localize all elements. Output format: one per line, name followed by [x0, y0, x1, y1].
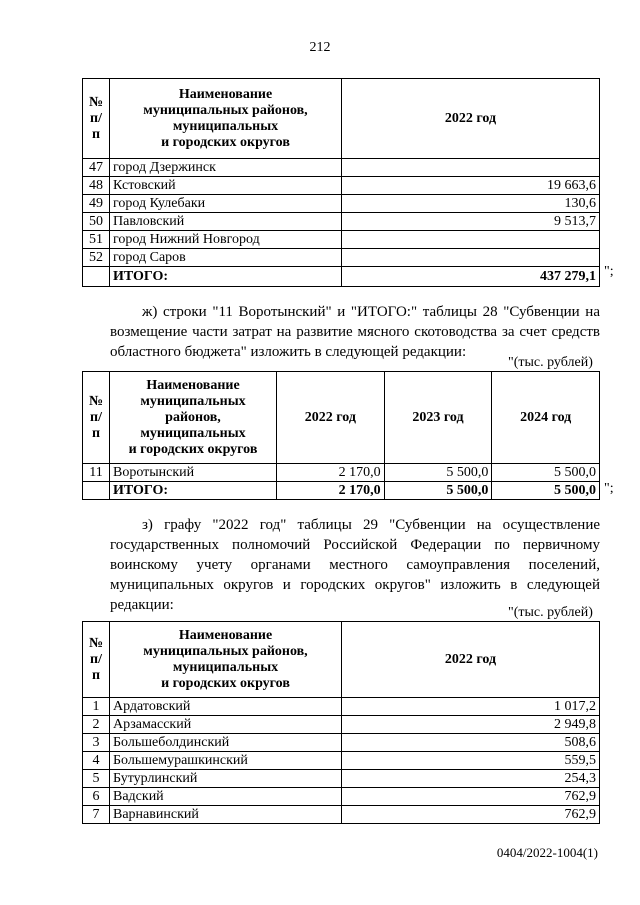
total-value-2022: 2 170,0: [277, 482, 385, 500]
header-name-line: и городских округов: [161, 134, 290, 150]
table-row: [83, 249, 600, 267]
header-name-line: районов,: [165, 409, 221, 425]
row-number: 11: [83, 464, 110, 482]
row-name: Большемурашкинский: [110, 752, 342, 770]
total-value: 437 279,1: [342, 267, 600, 287]
header-year-2022: 2022 год: [277, 372, 385, 464]
row-name: город Саров: [110, 249, 342, 267]
total-empty-cell: [83, 482, 110, 500]
row-value: 762,9: [342, 788, 600, 806]
row-value: 9 513,7: [342, 213, 600, 231]
row-value: 762,9: [342, 806, 600, 824]
row-number: 7: [83, 806, 110, 824]
header-name: [110, 372, 277, 464]
row-name: город Кулебаки: [110, 195, 342, 213]
table-row: [83, 752, 600, 770]
row-name: Ардатовский: [110, 698, 342, 716]
header-year-2024: 2024 год: [492, 372, 600, 464]
row-name: Большеболдинский: [110, 734, 342, 752]
header-year: 2022 год: [342, 79, 600, 159]
header-num: № п/п: [83, 372, 110, 464]
row-number: 47: [83, 159, 110, 177]
row-value: 559,5: [342, 752, 600, 770]
table-28-rows: [82, 371, 600, 500]
total-row: [83, 267, 600, 287]
row-name: Павловский: [110, 213, 342, 231]
units-label: "(тыс. рублей): [508, 605, 593, 620]
header-name-line: муниципальных районов,: [143, 102, 308, 118]
paragraph-zh: ж) строки "11 Воротынский" и "ИТОГО:" таблицы 28 "Субвенции на возмещение части затрат на развитие мясного скотоводства за счет средств областного бюджета" изложить в следующей редакции:: [110, 304, 600, 360]
header-num: № п/п: [83, 622, 110, 698]
header-year: 2022 год: [342, 622, 600, 698]
header-name-line: муниципальных: [172, 659, 279, 675]
row-value-2024: 5 500,0: [492, 464, 600, 482]
table-subsidy-2022-part: [82, 78, 600, 287]
row-value: 254,3: [342, 770, 600, 788]
header-name-line: Наименование: [178, 627, 273, 643]
row-number: 52: [83, 249, 110, 267]
page-number: 212: [309, 40, 331, 55]
table-row: [83, 464, 600, 482]
row-name: Бутурлинский: [110, 770, 342, 788]
row-number: 2: [83, 716, 110, 734]
header-name-line: и городских округов: [161, 675, 290, 691]
row-value: [342, 231, 600, 249]
table-row: [83, 213, 600, 231]
header-name: [110, 622, 342, 698]
units-label: "(тыс. рублей): [508, 355, 593, 370]
table-row: [83, 788, 600, 806]
row-name: город Нижний Новгород: [110, 231, 342, 249]
header-name-line: и городских округов: [128, 441, 258, 457]
row-value: [342, 159, 600, 177]
row-number: 4: [83, 752, 110, 770]
row-value-2023: 5 500,0: [384, 464, 492, 482]
row-number: 5: [83, 770, 110, 788]
table-row: [83, 716, 600, 734]
row-name: город Дзержинск: [110, 159, 342, 177]
header-name-line: муниципальных районов,: [143, 643, 308, 659]
row-name: Арзамасский: [110, 716, 342, 734]
table-row: [83, 734, 600, 752]
table1-closing-quote: ";: [604, 264, 614, 279]
row-value: 2 949,8: [342, 716, 600, 734]
row-name: Варнавинский: [110, 806, 342, 824]
row-value: 130,6: [342, 195, 600, 213]
row-number: 3: [83, 734, 110, 752]
row-number: 50: [83, 213, 110, 231]
table2-closing-quote: ";: [604, 481, 614, 496]
header-name-line: муниципальных: [140, 425, 246, 441]
row-number: 49: [83, 195, 110, 213]
row-value: 508,6: [342, 734, 600, 752]
document-code: 0404/2022-1004(1): [496, 845, 598, 860]
header-name-line: муниципальных: [172, 118, 279, 134]
total-label: ИТОГО:: [110, 267, 342, 287]
row-number: 6: [83, 788, 110, 806]
header-name: [110, 79, 342, 159]
header-year-2023: 2023 год: [384, 372, 492, 464]
total-label: ИТОГО:: [110, 482, 277, 500]
total-row: [83, 482, 600, 500]
table-row: [83, 806, 600, 824]
header-name-line: муниципальных: [140, 393, 246, 409]
table-row: [83, 159, 600, 177]
row-name: Кстовский: [110, 177, 342, 195]
header-num: № п/п: [83, 79, 110, 159]
row-number: 51: [83, 231, 110, 249]
table-row: [83, 231, 600, 249]
header-name-line: Наименование: [146, 377, 240, 393]
paragraph-z: з) графу "2022 год" таблицы 29 "Субвенции на осуществление государственных полномочий Российской Федерации по первичному воинскому учету органами местного самоуправления поселений, муниципальных округов и городских округов" изложить в следующей редакции:: [110, 517, 600, 613]
table-row: [83, 698, 600, 716]
total-empty-cell: [83, 267, 110, 287]
table-row: [83, 195, 600, 213]
table-29-subsidy-2022: [82, 621, 600, 824]
row-number: 1: [83, 698, 110, 716]
row-name: Вадский: [110, 788, 342, 806]
header-name-line: Наименование: [178, 86, 273, 102]
total-value-2023: 5 500,0: [384, 482, 492, 500]
total-value-2024: 5 500,0: [492, 482, 600, 500]
table-row: [83, 177, 600, 195]
row-value-2022: 2 170,0: [277, 464, 385, 482]
row-value: [342, 249, 600, 267]
row-value: 19 663,6: [342, 177, 600, 195]
row-value: 1 017,2: [342, 698, 600, 716]
row-number: 48: [83, 177, 110, 195]
row-name: Воротынский: [110, 464, 277, 482]
table-row: [83, 770, 600, 788]
